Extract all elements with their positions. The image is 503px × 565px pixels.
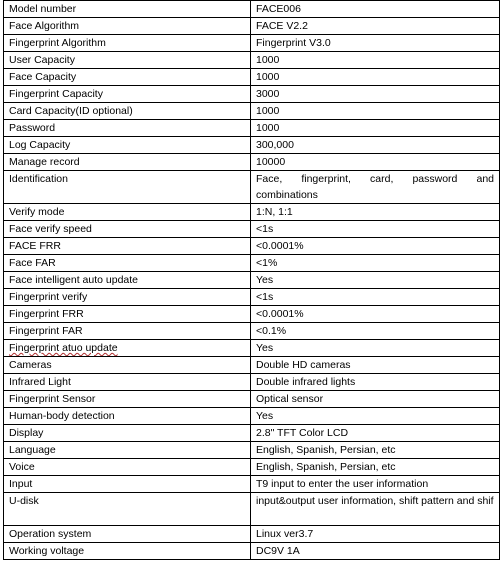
table-row bbox=[4, 103, 500, 120]
spec-label: U-disk bbox=[4, 493, 251, 526]
spec-value: 2.8" TFT Color LCD bbox=[251, 425, 500, 442]
spellcheck-underlined-label: Fingerprint atuo update bbox=[9, 342, 118, 354]
table-edge-mark bbox=[499, 302, 500, 310]
spec-value: 1:N, 1:1 bbox=[251, 204, 500, 221]
spec-label bbox=[4, 340, 251, 357]
table-row bbox=[4, 154, 500, 171]
spec-label: Face verify speed bbox=[4, 221, 251, 238]
spec-value: FACE006 bbox=[251, 1, 500, 18]
spec-label: Human-body detection bbox=[4, 408, 251, 425]
spec-label: Infrared Light bbox=[4, 374, 251, 391]
spec-label: Password bbox=[4, 120, 251, 137]
spec-label: Working voltage bbox=[4, 543, 251, 560]
spec-label: Face FAR bbox=[4, 255, 251, 272]
spec-label: Model number bbox=[4, 1, 251, 18]
table-row bbox=[4, 255, 500, 272]
spec-label: Card Capacity(ID optional) bbox=[4, 103, 251, 120]
table-row bbox=[4, 18, 500, 35]
spec-value: <1s bbox=[251, 289, 500, 306]
table-row bbox=[4, 52, 500, 69]
spec-value: 10000 bbox=[251, 154, 500, 171]
table-row bbox=[4, 221, 500, 238]
table-row bbox=[4, 459, 500, 476]
table-row bbox=[4, 374, 500, 391]
table-row bbox=[4, 69, 500, 86]
spec-value: T9 input to enter the user information bbox=[251, 476, 500, 493]
spec-label: Verify mode bbox=[4, 204, 251, 221]
spec-value: <1% bbox=[251, 255, 500, 272]
table-row bbox=[4, 340, 500, 357]
spec-value: 3000 bbox=[251, 86, 500, 103]
table-row bbox=[4, 289, 500, 306]
spec-value: 300,000 bbox=[251, 137, 500, 154]
spec-value: Yes bbox=[251, 272, 500, 289]
spec-label: Fingerprint verify bbox=[4, 289, 251, 306]
spec-value: Double HD cameras bbox=[251, 357, 500, 374]
spec-label: Face intelligent auto update bbox=[4, 272, 251, 289]
table-row bbox=[4, 137, 500, 154]
spec-value: <0.0001% bbox=[251, 238, 500, 255]
spec-label: Manage record bbox=[4, 154, 251, 171]
spec-label: Voice bbox=[4, 459, 251, 476]
spec-value: Fingerprint V3.0 bbox=[251, 35, 500, 52]
spec-value: 1000 bbox=[251, 103, 500, 120]
spec-value: <0.1% bbox=[251, 323, 500, 340]
table-row bbox=[4, 120, 500, 137]
table-row bbox=[4, 171, 500, 204]
spec-value: Yes bbox=[251, 408, 500, 425]
spec-value: 1000 bbox=[251, 120, 500, 137]
spec-label: Fingerprint Capacity bbox=[4, 86, 251, 103]
spec-value bbox=[251, 493, 500, 526]
table-row bbox=[4, 543, 500, 560]
table-row bbox=[4, 1, 500, 18]
spec-label: Cameras bbox=[4, 357, 251, 374]
spec-label: Fingerprint FRR bbox=[4, 306, 251, 323]
spec-value: <0.0001% bbox=[251, 306, 500, 323]
table-row bbox=[4, 442, 500, 459]
table-row bbox=[4, 476, 500, 493]
table-row bbox=[4, 425, 500, 442]
spec-value: Linux ver3.7 bbox=[251, 526, 500, 543]
spec-label: Log Capacity bbox=[4, 137, 251, 154]
spec-label: Face Algorithm bbox=[4, 18, 251, 35]
spec-value: FACE V2.2 bbox=[251, 18, 500, 35]
table-row bbox=[4, 204, 500, 221]
spec-label: FACE FRR bbox=[4, 238, 251, 255]
spec-value: 1000 bbox=[251, 52, 500, 69]
spec-value: 1000 bbox=[251, 69, 500, 86]
spec-label: Display bbox=[4, 425, 251, 442]
spec-value: Double infrared lights bbox=[251, 374, 500, 391]
table-row bbox=[4, 86, 500, 103]
spec-value: English, Spanish, Persian, etc bbox=[251, 442, 500, 459]
table-row bbox=[4, 493, 500, 526]
spec-label: Language bbox=[4, 442, 251, 459]
table-row bbox=[4, 526, 500, 543]
table-row bbox=[4, 391, 500, 408]
table-row bbox=[4, 238, 500, 255]
table-row bbox=[4, 306, 500, 323]
spec-label: User Capacity bbox=[4, 52, 251, 69]
spec-value: Optical sensor bbox=[251, 391, 500, 408]
spec-value: English, Spanish, Persian, etc bbox=[251, 459, 500, 476]
spec-value: <1s bbox=[251, 221, 500, 238]
spec-table bbox=[3, 0, 500, 560]
spec-label: Fingerprint Sensor bbox=[4, 391, 251, 408]
spec-label: Input bbox=[4, 476, 251, 493]
table-row bbox=[4, 357, 500, 374]
udisk-value-text: input&output user information, shift pattern and shif bbox=[256, 495, 494, 507]
spec-label: Fingerprint Algorithm bbox=[4, 35, 251, 52]
table-row bbox=[4, 35, 500, 52]
spec-value: Yes bbox=[251, 340, 500, 357]
spec-label: Fingerprint FAR bbox=[4, 323, 251, 340]
spec-value: DC9V 1A bbox=[251, 543, 500, 560]
table-row bbox=[4, 408, 500, 425]
table-row bbox=[4, 272, 500, 289]
table-row bbox=[4, 323, 500, 340]
spec-label: Operation system bbox=[4, 526, 251, 543]
spec-label: Face Capacity bbox=[4, 69, 251, 86]
spec-value: Face, fingerprint, card, password and combinations bbox=[251, 171, 500, 204]
spec-label: Identification bbox=[4, 171, 251, 204]
